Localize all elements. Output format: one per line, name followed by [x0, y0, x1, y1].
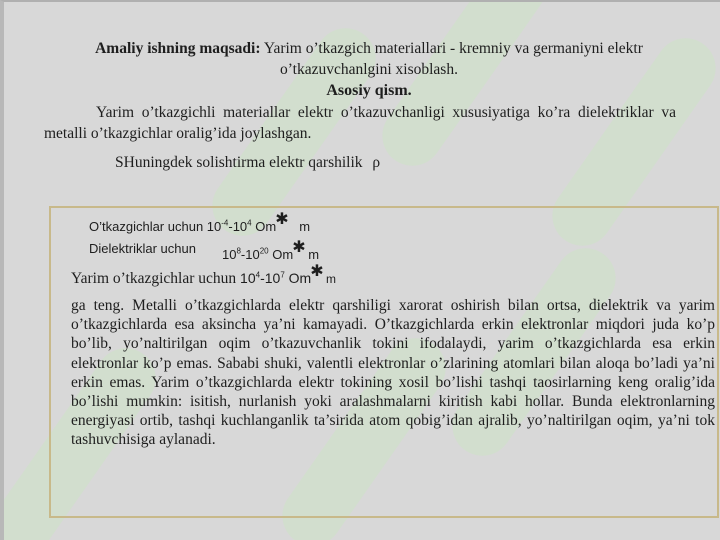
star-icon: ✱: [275, 211, 289, 228]
aim-paragraph: [62, 38, 676, 80]
section-heading: Asosiy qism.: [326, 82, 412, 99]
aim-text: Yarim o’tkazgich materiallari - kremniy va germaniyni elektr o’tkazuvchanlgini xisoblash.: [263, 40, 643, 78]
range-dielectrics-value: $10^8-10^{20}$ Om✱ m: [222, 239, 320, 262]
body-paragraph: ga teng. Metalli o’tkazgichlarda elektr qarshiligi xarorat oshirish bilan ortsa, dielektrik va yarim o’tkazgichlarda esa aksincha ya’ni kamayadi. O’tkazgichlarda erkin elektronlar miqdori juda ko’p bo’lib, yo’naltirilgan oqim o’tkazuvchanlik tokini ifodalaydi, yarim o’tkazgichlarda esa erkin elektronlar ko’p emas. Sababi shuki, valentli elektronlar o’zlarining atomlari bilan aloqa bo’ladi ya’ni erkin emas. Yarim o’tkazgichlarda elektr tokining xosil bo’lishi tashqi taosirlarning keng oralig’ida bo’lishi mumkin: isitish, nurlanish yoki aralashmalarni kiritish kabi hollar. Bunda elektronlarning energiyasi ortib, tashqi kuchlanganlik ta’sirida atom qobig’idan ajralib, yo’naltirilgan oqim, ya’ni tok tashuvchisiga aylanadi.: [71, 297, 715, 449]
resistivity-box: [49, 206, 719, 518]
star-icon: ✱: [310, 263, 324, 280]
rho-symbol: ρ: [372, 154, 381, 171]
range-conductors: O’tkazgichlar uchun $10^{-4}-10^4$ Om✱ m: [89, 211, 311, 234]
range-semiconductors: Yarim o’tkazgichlar uchun $10^4-10^7$ Om✱ m: [71, 263, 336, 287]
resistivity-line: [115, 152, 675, 173]
star-icon: ✱: [292, 239, 306, 256]
aim-label: Amaliy ishning maqsadi:: [95, 40, 261, 57]
range-dielectrics-label: Dielektriklar uchun: [89, 241, 196, 256]
intro-paragraph: Yarim o’tkazgichli materiallar elektr o’tkazuvchanligi xususiyatiga ko’ra dielektriklar va metalli o’tkazgichlar oralig’ida joylashgan.: [44, 104, 676, 142]
resistivity-text: SHuningdek solishtirma elektr qarshilik: [115, 154, 363, 171]
